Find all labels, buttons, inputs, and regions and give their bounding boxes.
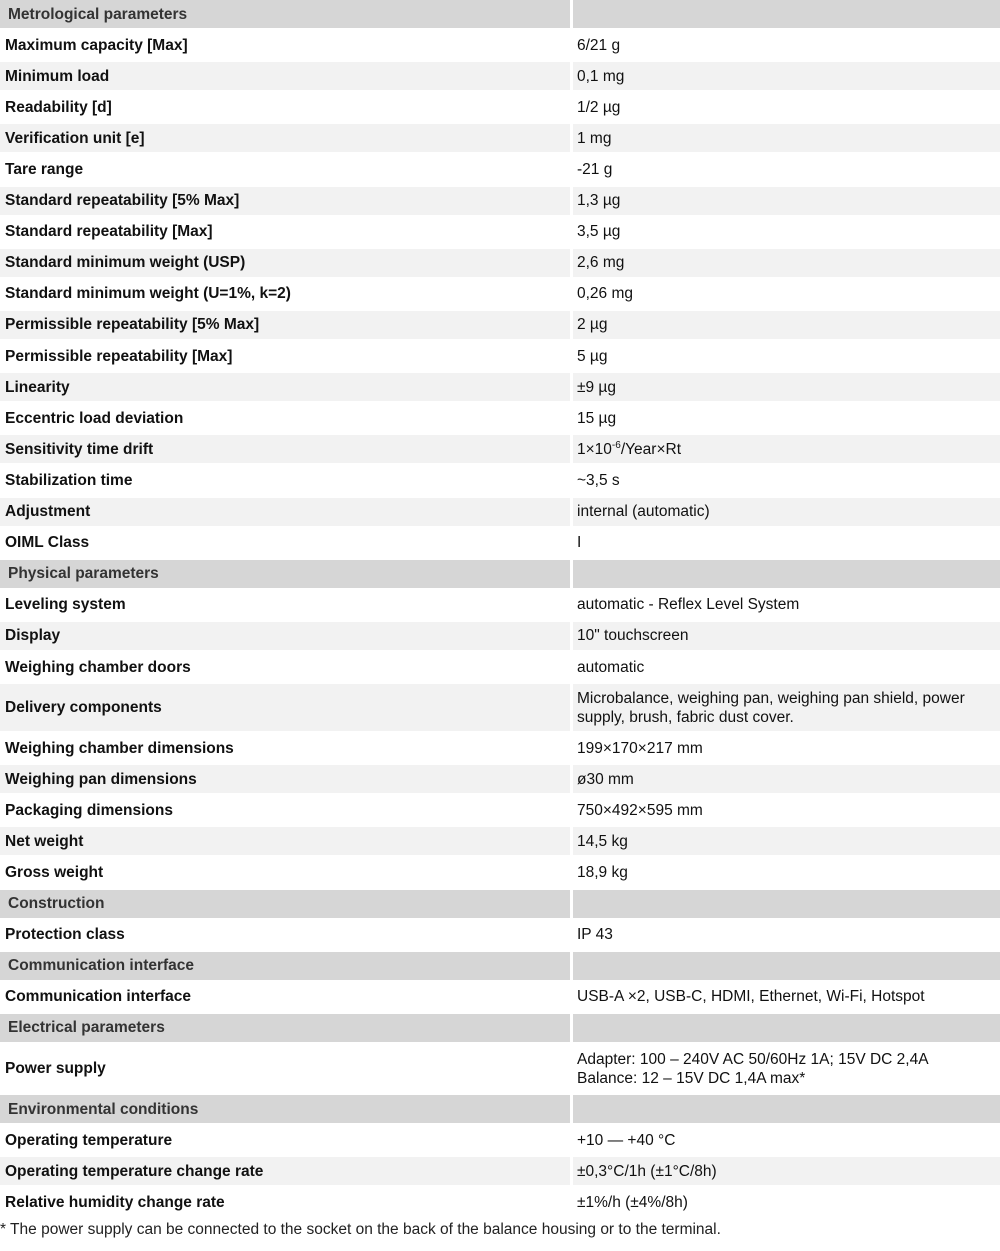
value-text: 6/21 g: [577, 36, 621, 54]
value-text: 3,5 µg: [577, 223, 621, 241]
table-row: [0, 858, 1000, 889]
parameter-label: Readability [d]: [0, 93, 570, 124]
parameter-value: [570, 1045, 1000, 1095]
parameter-label: Linearity: [0, 373, 570, 404]
table-row: [0, 280, 1000, 311]
parameter-label: Tare range: [0, 155, 570, 186]
parameter-label: Eccentric load deviation: [0, 404, 570, 435]
parameter-value: [570, 187, 1000, 218]
value-text: 18,9 kg: [577, 863, 628, 881]
table-row: [0, 591, 1000, 622]
section-header: [0, 1014, 1000, 1045]
parameter-value: [570, 249, 1000, 280]
value-text: 2 µg: [577, 316, 608, 334]
footnote: * The power supply can be connected to the socket on the back of the balance housing or to the terminal.: [0, 1221, 721, 1239]
table-row: [0, 796, 1000, 827]
value-text: 15 µg: [577, 409, 617, 427]
parameter-value: [570, 684, 1000, 734]
parameter-label: Sensitivity time drift: [0, 435, 570, 466]
parameter-label: Relative humidity change rate: [0, 1188, 570, 1219]
parameter-label: Gross weight: [0, 858, 570, 889]
value-text: ~3,5 s: [577, 471, 620, 489]
parameter-value: [570, 529, 1000, 560]
section-title: Construction: [0, 890, 570, 921]
value-text: 750×492×595 mm: [577, 801, 703, 819]
section-header-blank: [570, 890, 1000, 921]
table-row: [0, 921, 1000, 952]
table-row: [0, 62, 1000, 93]
parameter-value: [570, 765, 1000, 796]
parameter-value: [570, 983, 1000, 1014]
table-row: [0, 684, 1000, 734]
value-text: 14,5 kg: [577, 832, 628, 850]
section-header: [0, 890, 1000, 921]
value-text: ±9 µg: [577, 378, 616, 396]
table-row: [0, 498, 1000, 529]
parameter-label: Standard repeatability [5% Max]: [0, 187, 570, 218]
parameter-value: [570, 498, 1000, 529]
parameter-value: [570, 858, 1000, 889]
parameter-label: Adjustment: [0, 498, 570, 529]
parameter-value: [570, 155, 1000, 186]
table-row: [0, 311, 1000, 342]
table-row: [0, 187, 1000, 218]
value-text-line2: Balance: 12 – 15V DC 1,4A max*: [577, 1069, 806, 1087]
value-text: automatic: [577, 658, 645, 676]
parameter-label: Weighing chamber doors: [0, 653, 570, 684]
parameter-label: Leveling system: [0, 591, 570, 622]
parameter-value: [570, 342, 1000, 373]
table-row: [0, 218, 1000, 249]
value-text: 0,26 mg: [577, 285, 634, 303]
value-text: IP 43: [577, 926, 613, 944]
parameter-value: [570, 218, 1000, 249]
parameter-label: Permissible repeatability [Max]: [0, 342, 570, 373]
table-row: [0, 249, 1000, 280]
value-text: 1,3 µg: [577, 192, 621, 210]
value-text: Microbalance, weighing pan, weighing pan shield, power supply, brush, fabric dust cover.: [577, 689, 965, 726]
section-header: [0, 952, 1000, 983]
value-text: I: [577, 534, 582, 552]
value-text: internal (automatic): [577, 503, 710, 521]
parameter-label: Standard repeatability [Max]: [0, 218, 570, 249]
parameter-value: [570, 124, 1000, 155]
parameter-label: Standard minimum weight (USP): [0, 249, 570, 280]
value-text: -21 g: [577, 161, 613, 179]
parameter-label: Power supply: [0, 1045, 570, 1095]
parameter-label: Weighing pan dimensions: [0, 765, 570, 796]
parameter-label: Protection class: [0, 921, 570, 952]
table-row: [0, 124, 1000, 155]
section-title: Electrical parameters: [0, 1014, 570, 1045]
parameter-value: [570, 404, 1000, 435]
parameter-label: Operating temperature change rate: [0, 1157, 570, 1188]
table-row: [0, 827, 1000, 858]
value-text: 0,1 mg: [577, 67, 625, 85]
section-header: [0, 1095, 1000, 1126]
parameter-value: [570, 373, 1000, 404]
value-text: 199×170×217 mm: [577, 739, 703, 757]
table-row: [0, 1188, 1000, 1219]
value-text: ø30 mm: [577, 770, 634, 788]
value-text: ±1%/h (±4%/8h): [577, 1193, 688, 1211]
parameter-value: [570, 62, 1000, 93]
parameter-value: [570, 31, 1000, 62]
parameter-value: [570, 311, 1000, 342]
parameter-label: Packaging dimensions: [0, 796, 570, 827]
table-row: [0, 373, 1000, 404]
parameter-value: [570, 796, 1000, 827]
value-text: automatic - Reflex Level System: [577, 596, 800, 614]
table-row: [0, 31, 1000, 62]
parameter-label: Weighing chamber dimensions: [0, 734, 570, 765]
value-text: 1×10: [577, 440, 612, 458]
table-row: [0, 1126, 1000, 1157]
table-row: [0, 653, 1000, 684]
table-row: [0, 734, 1000, 765]
table-row: [0, 1157, 1000, 1188]
parameter-label: Verification unit [e]: [0, 124, 570, 155]
parameter-label: Operating temperature: [0, 1126, 570, 1157]
parameter-value: [570, 435, 1000, 466]
table-row: [0, 1045, 1000, 1095]
section-header-blank: [570, 952, 1000, 983]
parameter-label: Stabilization time: [0, 466, 570, 497]
table-row: [0, 155, 1000, 186]
value-text: 5 µg: [577, 347, 608, 365]
parameter-value: [570, 93, 1000, 124]
value-text: 1 mg: [577, 129, 612, 147]
section-title: Metrological parameters: [0, 0, 570, 31]
table-row: [0, 529, 1000, 560]
value-text: 1/2 µg: [577, 98, 621, 116]
value-text: 2,6 mg: [577, 254, 625, 272]
parameter-value: [570, 280, 1000, 311]
parameter-label: Permissible repeatability [5% Max]: [0, 311, 570, 342]
section-title: Communication interface: [0, 952, 570, 983]
parameter-label: Communication interface: [0, 983, 570, 1014]
parameter-value: [570, 1157, 1000, 1188]
parameter-value: [570, 1188, 1000, 1219]
table-row: [0, 404, 1000, 435]
parameter-label: OIML Class: [0, 529, 570, 560]
table-row: [0, 765, 1000, 796]
parameter-label: Standard minimum weight (U=1%, k=2): [0, 280, 570, 311]
section-title: Physical parameters: [0, 560, 570, 591]
parameter-label: Delivery components: [0, 684, 570, 734]
table-row: [0, 622, 1000, 653]
value-text: Adapter: 100 – 240V AC 50/60Hz 1A; 15V DC 2,4A: [577, 1050, 929, 1068]
section-header-blank: [570, 1095, 1000, 1126]
section-title: Environmental conditions: [0, 1095, 570, 1126]
parameter-value: [570, 1126, 1000, 1157]
parameter-value: [570, 622, 1000, 653]
section-header: [0, 560, 1000, 591]
parameter-value: [570, 466, 1000, 497]
table-row: [0, 93, 1000, 124]
table-row: [0, 983, 1000, 1014]
parameter-value: [570, 653, 1000, 684]
parameter-label: Maximum capacity [Max]: [0, 31, 570, 62]
table-row: [0, 342, 1000, 373]
section-header-blank: [570, 560, 1000, 591]
table-row: [0, 466, 1000, 497]
parameter-label: Net weight: [0, 827, 570, 858]
parameter-value: [570, 921, 1000, 952]
value-text: USB-A ×2, USB-C, HDMI, Ethernet, Wi-Fi, Hotspot: [577, 988, 925, 1006]
table-row: [0, 435, 1000, 466]
section-header-blank: [570, 0, 1000, 31]
value-suffix: /Year×Rt: [620, 440, 682, 458]
parameter-label: Display: [0, 622, 570, 653]
value-text: 10" touchscreen: [577, 627, 689, 645]
section-header: [0, 0, 1000, 31]
value-text: ±0,3°C/1h (±1°C/8h): [577, 1162, 717, 1180]
section-header-blank: [570, 1014, 1000, 1045]
parameter-value: [570, 827, 1000, 858]
value-exponent: -6: [611, 439, 621, 451]
value-text: +10 — +40 °C: [577, 1131, 676, 1149]
parameter-value: [570, 734, 1000, 765]
parameter-label: Minimum load: [0, 62, 570, 93]
parameter-value: [570, 591, 1000, 622]
